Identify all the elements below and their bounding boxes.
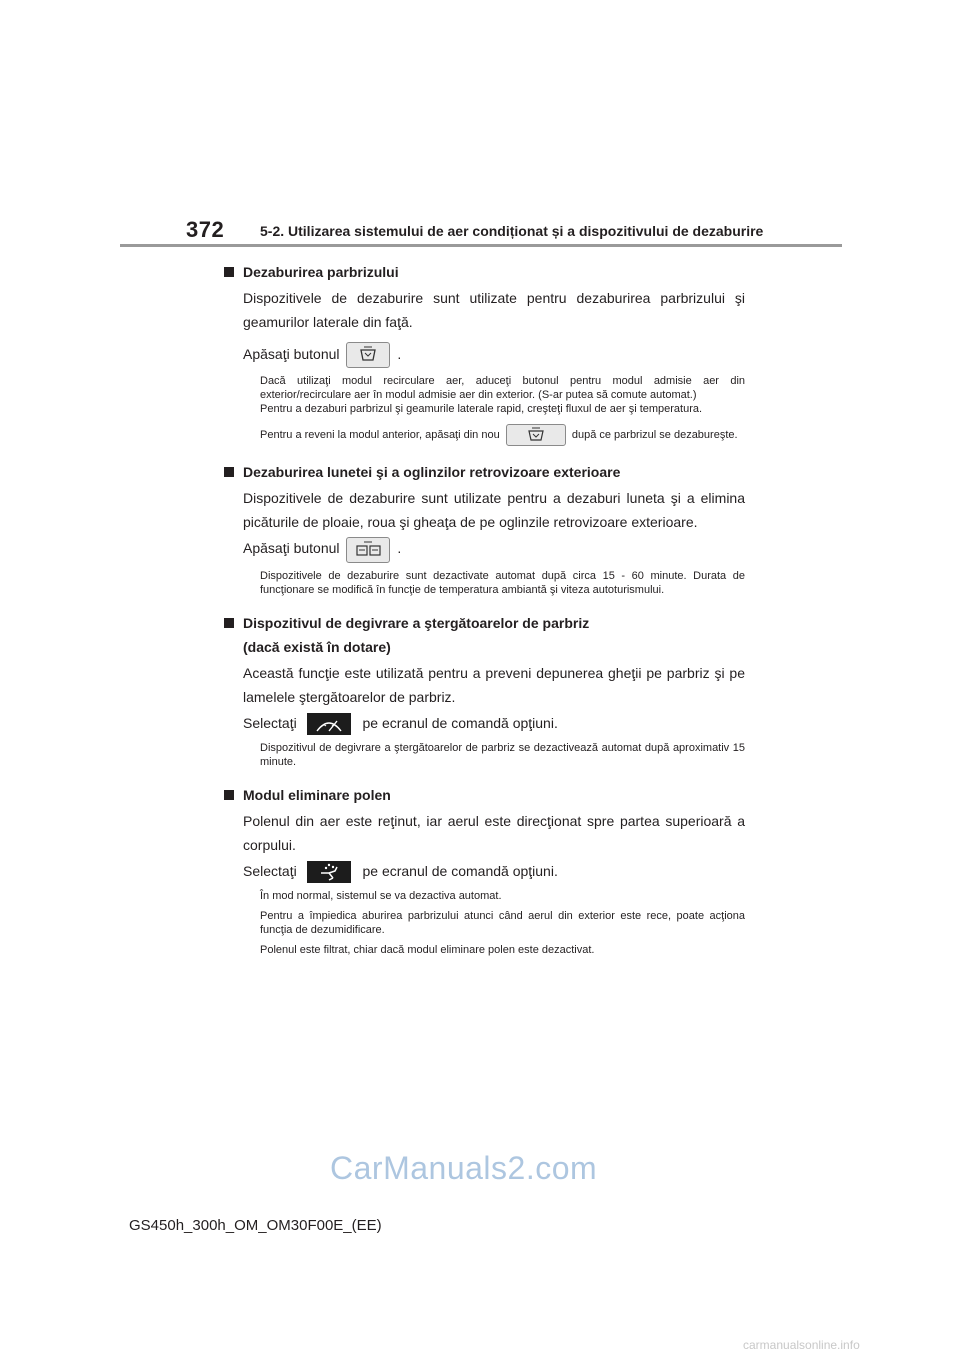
section-rear-defog bbox=[224, 460, 745, 596]
note-text: Dispozitivele de dezaburire sunt dezactivate automat după circa 15 - 60 minute. Durata de funcţionare se modifică în funcţie de temperatura ambiantă şi viteza autoturismului. bbox=[260, 569, 745, 596]
square-bullet-icon bbox=[224, 618, 234, 628]
square-bullet-icon bbox=[224, 790, 234, 800]
note-text: Pentru a reveni la modul anterior, apăsaţi din nou după ce parbrizul se dezabureşte. bbox=[260, 424, 745, 446]
section-body: Dispozitivele de dezaburire sunt utilizate pentru dezaburirea parbrizului şi geamurilor laterale din faţă. bbox=[243, 290, 745, 330]
pollen-removal-icon bbox=[307, 861, 351, 883]
section-body: Polenul din aer este reţinut, iar aerul este direcţionat spre partea superioară a corpului. bbox=[243, 812, 745, 853]
site-mark: carmanualsonline.info bbox=[743, 1338, 860, 1352]
section-action: Selectaţi pe ecranul de comandă opţiuni. bbox=[224, 859, 745, 883]
note-text: Polenul este filtrat, chiar dacă modul eliminare polen este dezactivat. bbox=[260, 944, 595, 957]
section-notes bbox=[224, 741, 745, 769]
note-text: În mod normal, sistemul se va dezactiva automat. bbox=[260, 890, 502, 903]
note-text: Pentru a împiedica aburirea parbrizului atunci când aerul din exterior este rece, poate acţiona funcţia de dezumidificare. bbox=[260, 910, 745, 937]
section-action: Selectaţi pe ecranul de comandă opţiuni. bbox=[224, 711, 745, 735]
section-notes bbox=[224, 569, 745, 597]
windshield-defog-icon bbox=[346, 342, 390, 368]
chapter-title: 5-2. Utilizarea sistemului de aer condiționat și a dispozitivului de dezaburire bbox=[260, 223, 764, 239]
page-content bbox=[224, 256, 745, 957]
section-action: Apăsaţi butonul . bbox=[224, 342, 745, 368]
windshield-defog-icon bbox=[506, 424, 566, 446]
section-body: Această funcţie este utilizată pentru a preveni depunerea gheţii pe parbriz şi pe lamelele ştergătoarelor de parbriz. bbox=[243, 664, 745, 705]
section-action: Apăsaţi butonul . bbox=[224, 536, 745, 562]
section-body: Dispozitivele de dezaburire sunt utilizate pentru a dezaburi luneta şi a elimina picăturile de ploaie, roua şi gheaţa de pe oglinzile retrovizoare exterioare. bbox=[243, 490, 745, 531]
note-text: Dacă utilizaţi modul recirculare aer, aduceţi butonul pentru modul admisie aer din exterior/recirculare aer în modul admisie aer din exterior. (S-ar putea să comute automat.) bbox=[260, 375, 745, 402]
section-pollen-removal bbox=[224, 783, 745, 957]
note-text: Dispozitivul de degivrare a ştergătoarelor de parbriz se dezactivează automat după aproximativ 15 minute. bbox=[260, 741, 745, 768]
watermark: CarManuals2.com bbox=[330, 1150, 598, 1186]
page-header bbox=[120, 214, 842, 246]
wiper-deicer-icon bbox=[307, 713, 351, 735]
section-notes bbox=[224, 374, 745, 446]
square-bullet-icon bbox=[224, 467, 234, 477]
section-notes bbox=[224, 889, 745, 957]
note-text: Pentru a dezaburi parbrizul şi geamurile laterale rapid, creşteţi fluxul de aer şi temperatura. bbox=[260, 403, 703, 416]
section-windshield-defog bbox=[224, 260, 745, 446]
section-title: Dezaburirea lunetei şi a oglinzilor retrovizoare exterioare bbox=[224, 460, 745, 484]
header-divider bbox=[120, 244, 842, 247]
section-title: Dezaburirea parbrizului bbox=[224, 260, 745, 284]
section-wiper-deicer bbox=[224, 611, 745, 769]
section-title: Dispozitivul de degivrare a ştergătoarelor de parbriz (dacă există în dotare) bbox=[224, 611, 745, 659]
footer-model-code: GS450h_300h_OM_OM30F00E_(EE) bbox=[129, 1217, 382, 1234]
section-title: Modul eliminare polen bbox=[224, 783, 745, 807]
square-bullet-icon bbox=[224, 267, 234, 277]
rear-window-mirror-defog-icon bbox=[346, 537, 390, 563]
page-number: 372 bbox=[186, 217, 225, 242]
